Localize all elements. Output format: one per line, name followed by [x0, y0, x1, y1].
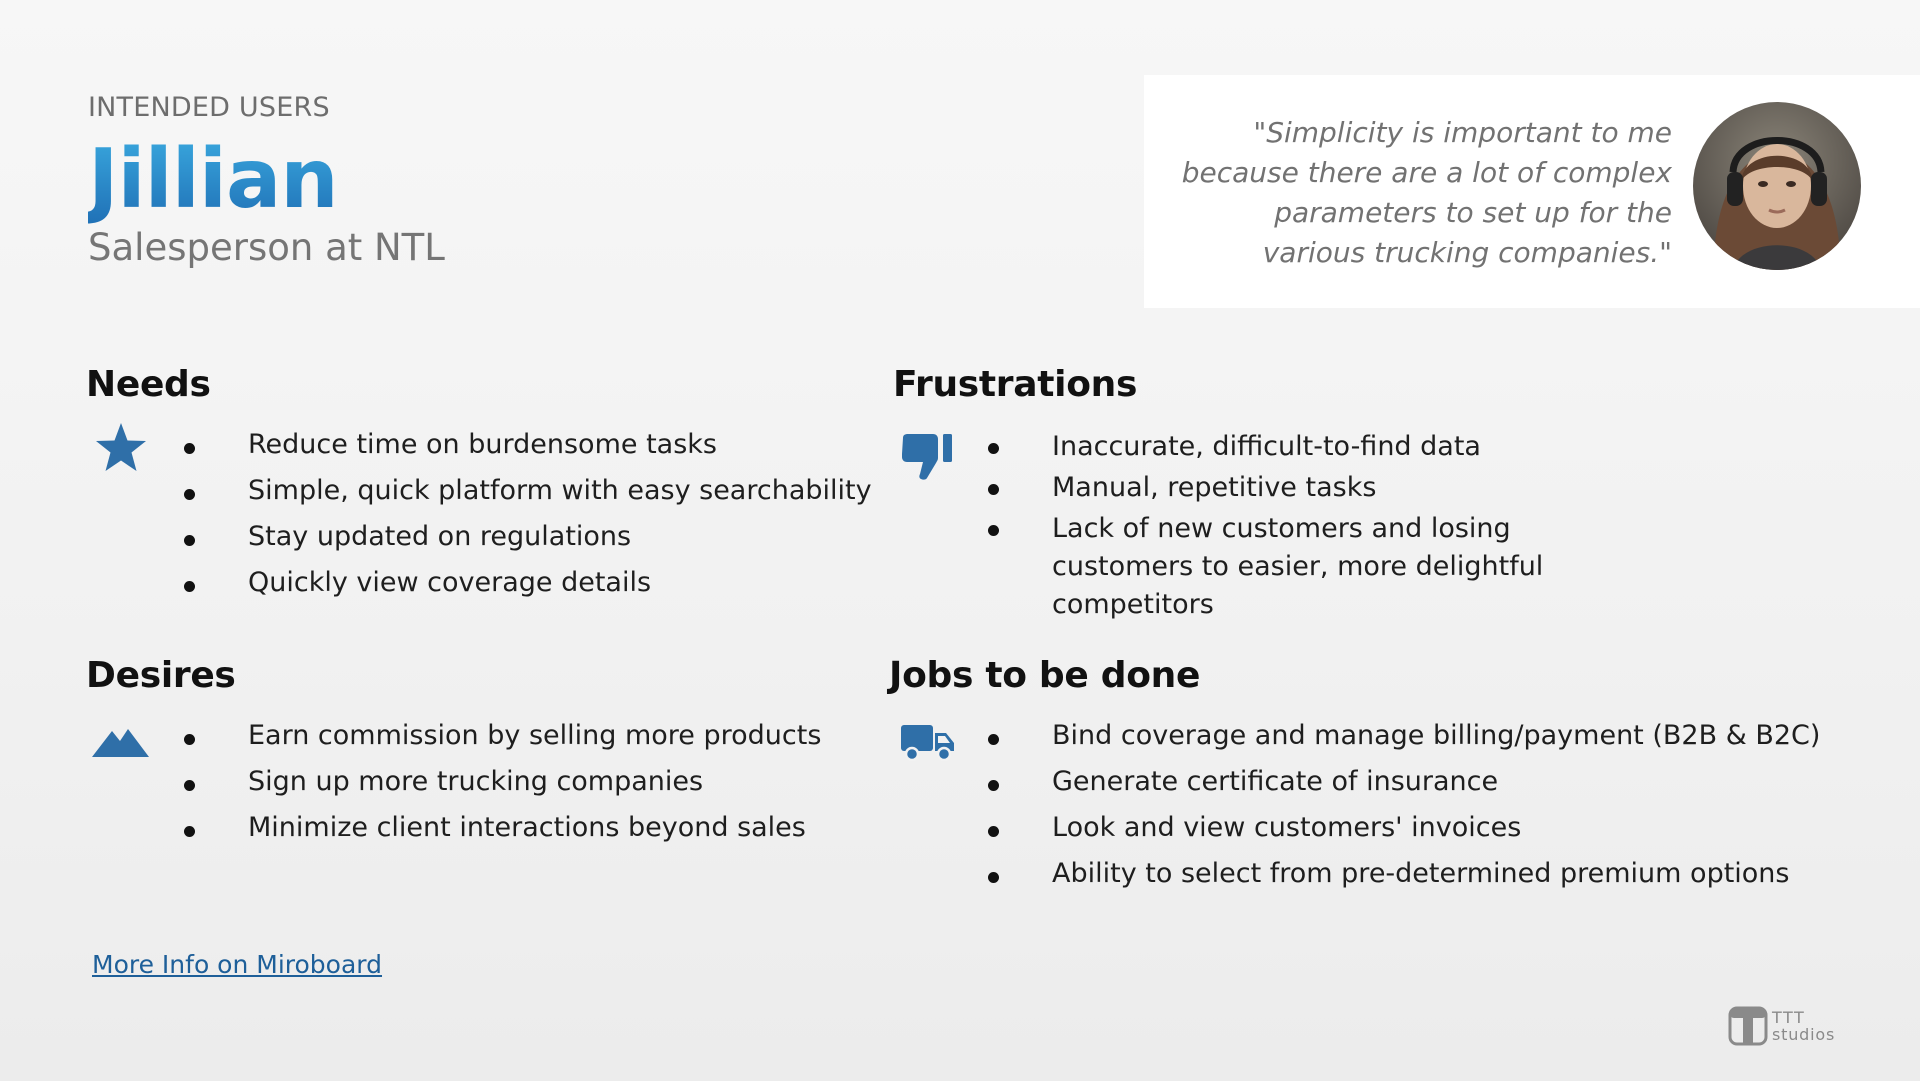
bullet-dot [988, 826, 999, 837]
list-item-text: Inaccurate, difficult-to-find data [1052, 431, 1481, 462]
bullet-dot [184, 780, 195, 791]
jobs-list [988, 719, 1828, 903]
list-item-text: Stay updated on regulations [248, 521, 632, 552]
list-item-text: Look and view customers' invoices [1052, 812, 1522, 843]
bullet-dot [184, 734, 195, 745]
frustrations-list [988, 428, 1748, 627]
list-item [988, 811, 1828, 857]
list-item-text: Earn commission by selling more products [248, 720, 822, 751]
list-item [988, 428, 1748, 466]
list-item-text: Minimize client interactions beyond sales [248, 812, 806, 843]
list-item-text: Generate certificate of insurance [1052, 766, 1499, 797]
quote-line: various trucking companies." [1262, 236, 1672, 269]
list-item-text: Bind coverage and manage billing/payment (B2B & B2C) [1052, 720, 1821, 751]
list-item-text: Simple, quick platform with easy searchability [248, 475, 872, 506]
quote-line: because there are a lot of complex [1181, 156, 1672, 189]
list-item [184, 566, 904, 612]
list-item-text: Lack of new customers and losing customers to easier, more delightful competitors [1052, 513, 1544, 620]
quote-line: parameters to set up for the [1274, 196, 1672, 229]
desires-title: Desires [86, 655, 236, 696]
list-item [988, 719, 1828, 765]
frustrations-title: Frustrations [893, 364, 1138, 405]
bullet-dot [988, 780, 999, 791]
bullet-dot [988, 872, 999, 883]
eyebrow-label: INTENDED USERS [88, 92, 330, 123]
bullet-dot [988, 734, 999, 745]
list-item [184, 811, 904, 857]
desires-list [184, 719, 904, 857]
ttt-studios-logo [1728, 1006, 1836, 1048]
list-item-text: Ability to select from pre-determined premium options [1052, 858, 1790, 889]
list-item [184, 428, 904, 474]
list-item-text: Reduce time on burdensome tasks [248, 429, 717, 460]
bullet-dot [988, 484, 999, 495]
bullet-dot [184, 535, 195, 546]
list-item [988, 765, 1828, 811]
frustrations-section [893, 364, 1544, 620]
star-icon [94, 422, 148, 474]
needs-title: Needs [86, 364, 211, 405]
truck-icon [900, 723, 956, 763]
list-item-text: Sign up more trucking companies [248, 766, 704, 797]
list-item [988, 510, 1608, 624]
bullet-dot [988, 443, 999, 454]
miroboard-link[interactable]: More Info on Miroboard [92, 950, 383, 979]
needs-list [184, 428, 904, 612]
bullet-dot [184, 489, 195, 500]
list-item [184, 474, 904, 520]
quote-text [1152, 113, 1672, 273]
bullet-dot [184, 443, 195, 454]
user-photo-avatar [1693, 102, 1861, 270]
list-item [988, 469, 1748, 507]
quote-card [1144, 75, 1920, 308]
user-photo-icon [1693, 102, 1861, 270]
list-item [988, 857, 1828, 903]
list-item [184, 520, 904, 566]
mountains-icon [92, 725, 150, 759]
bullet-dot [184, 581, 195, 592]
brand-name: TTT [1772, 1008, 1806, 1027]
bullet-dot [988, 525, 999, 536]
brand-subname: studios [1772, 1025, 1836, 1044]
list-item [184, 719, 904, 765]
persona-name: Jillian [88, 132, 338, 227]
jobs-title: Jobs to be done [889, 655, 1201, 696]
list-item-text: Quickly view coverage details [248, 567, 652, 598]
thumbs-down-icon [899, 432, 955, 482]
persona-role: Salesperson at NTL [88, 226, 445, 269]
needs-section [86, 364, 872, 598]
list-item-text: Manual, repetitive tasks [1052, 472, 1377, 503]
quote-line: "Simplicity is important to me [1253, 116, 1672, 149]
list-item [184, 765, 904, 811]
ttt-logo-icon [1728, 1006, 1768, 1046]
bullet-dot [184, 826, 195, 837]
jobs-section [889, 655, 1821, 889]
desires-section [86, 655, 822, 843]
